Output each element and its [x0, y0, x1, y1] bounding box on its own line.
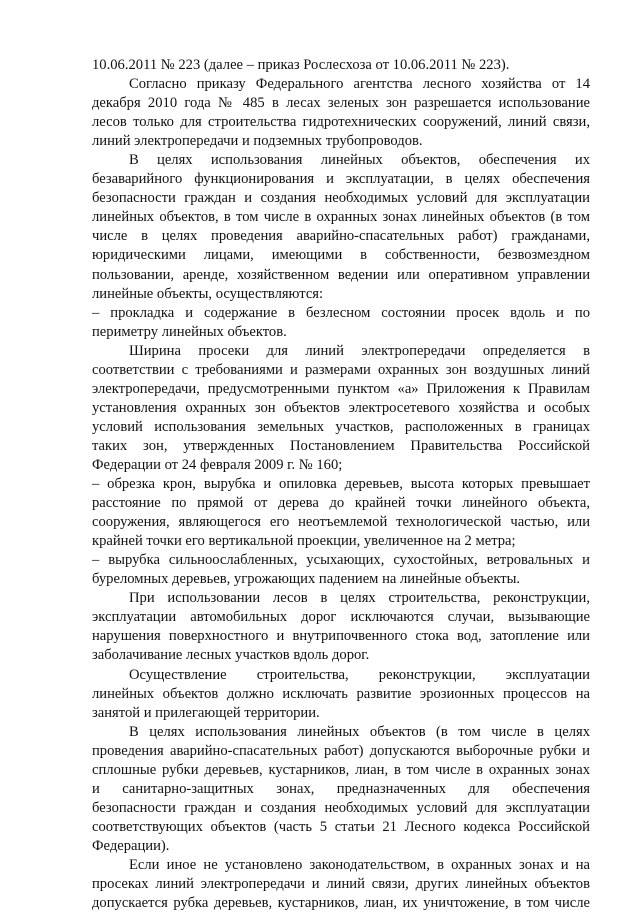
text-line: проведения аварийно-спасательных работ) допускаются выборочные рубки и [92, 742, 590, 759]
text-line: – обрезка крон, вырубка и опиловка деревьев, высота которых превышает [92, 476, 590, 493]
text-line: Согласно приказу Федерального агентства лесного хозяйства от 14 [129, 76, 590, 93]
text-line: линейных объектов, в том числе в охранных зонах линейных объектов (в том [92, 209, 590, 226]
text-line: пользовании, аренде, хозяйственном ведении или оперативном управлении [92, 266, 590, 283]
text-line: – прокладка и содержание в безлесном состоянии просек вдоль и по [92, 304, 590, 321]
text-line: В целях использования линейных объектов, обеспечения их [129, 152, 590, 169]
text-line: Осуществление строительства, реконструкции, эксплуатации [129, 666, 590, 683]
text-line: юридическими лицами, имеющими в собственности, безвозмездном [92, 247, 590, 264]
text-line: Федерации). [92, 837, 170, 854]
text-line: расстояние по прямой от дерева до крайней точки линейного объекта, [92, 495, 590, 512]
text-line: заболачивание лесных участков вдоль дорог. [92, 647, 370, 664]
text-line: установления охранных зон объектов электросетевого хозяйства и особых [92, 399, 590, 416]
text-line: сплошные рубки деревьев, кустарников, лиан, в том числе в охранных зонах [92, 761, 590, 778]
text-line: безопасности граждан и создания необходимых условий для эксплуатации [92, 190, 590, 207]
text-line: линий электропередачи и подземных трубопроводов. [92, 133, 423, 150]
text-line: электропередачи, предусмотренными пунктом «а» Приложения к Правилам [92, 380, 590, 397]
text-line: сооружения, являющегося его неотъемлемой технологической частью, или [92, 514, 590, 531]
text-line: лесов только для строительства гидротехнических сооружений, линий связи, [92, 114, 590, 131]
text-line: При использовании лесов в целях строительства, реконструкции, [129, 590, 590, 607]
text-line: линейных объектов должно исключать развитие эрозионных процессов на [92, 685, 590, 702]
text-line: буреломных деревьев, угрожающих падением на линейные объекты. [92, 571, 521, 588]
text-line: безаварийного функционирования и эксплуатации, в целях обеспечения [92, 171, 590, 188]
text-line: и санитарно-защитных зонах, предназначенных для обеспечения [92, 780, 590, 797]
text-line: В целях использования линейных объектов (в том числе в целях [129, 723, 590, 740]
text-line: числе в целях проведения аварийно-спасательных работ) гражданами, [92, 228, 590, 245]
text-line: соответствующих объектов (часть 5 статьи 21 Лесного кодекса Российской [92, 818, 590, 835]
text-line: Федерации от 24 февраля 2009 г. № 160; [92, 456, 343, 473]
text-line: просеках линий электропередачи и линий связи, других линейных объектов [92, 876, 590, 893]
text-line: 10.06.2011 № 223 (далее – приказ Рослесхоза от 10.06.2011 № 223). [92, 57, 510, 73]
text-line: периметру линейных объектов. [92, 323, 287, 340]
text-line: линейные объекты, осуществляются: [92, 285, 324, 302]
text-line: допускается рубка деревьев, кустарников, лиан, их уничтожение, в том числе [92, 895, 590, 912]
text-line: безопасности граждан и создания необходимых условий для эксплуатации [92, 799, 590, 816]
text-line: нарушения поверхностного и внутрипочвенного стока вод, затопление или [92, 628, 590, 645]
text-line: крайней точки его вертикальной проекции, увеличенное на 2 метра; [92, 533, 516, 550]
text-line: Ширина просеки для линий электропередачи определяется в [129, 342, 590, 359]
text-line: занятой и прилегающей территории. [92, 704, 320, 721]
document-text [92, 56, 590, 913]
text-line: условий использования земельных участков, расположенных в границах [92, 418, 590, 435]
text-line: Если иное не установлено законодательством, в охранных зонах и на [129, 856, 590, 873]
text-line: эксплуатации автомобильных дорог исключаются случаи, вызывающие [92, 609, 590, 626]
text-line: таких зон, утвержденных Постановлением Правительства Российской [92, 437, 590, 454]
text-line: соответствии с требованиями и размерами охранных зон воздушных линий [92, 361, 590, 378]
text-line: – вырубка сильноослабленных, усыхающих, сухостойных, ветровальных и [92, 552, 590, 569]
text-line: декабря 2010 года № 485 в лесах зеленых зон разрешается использование [92, 95, 590, 112]
